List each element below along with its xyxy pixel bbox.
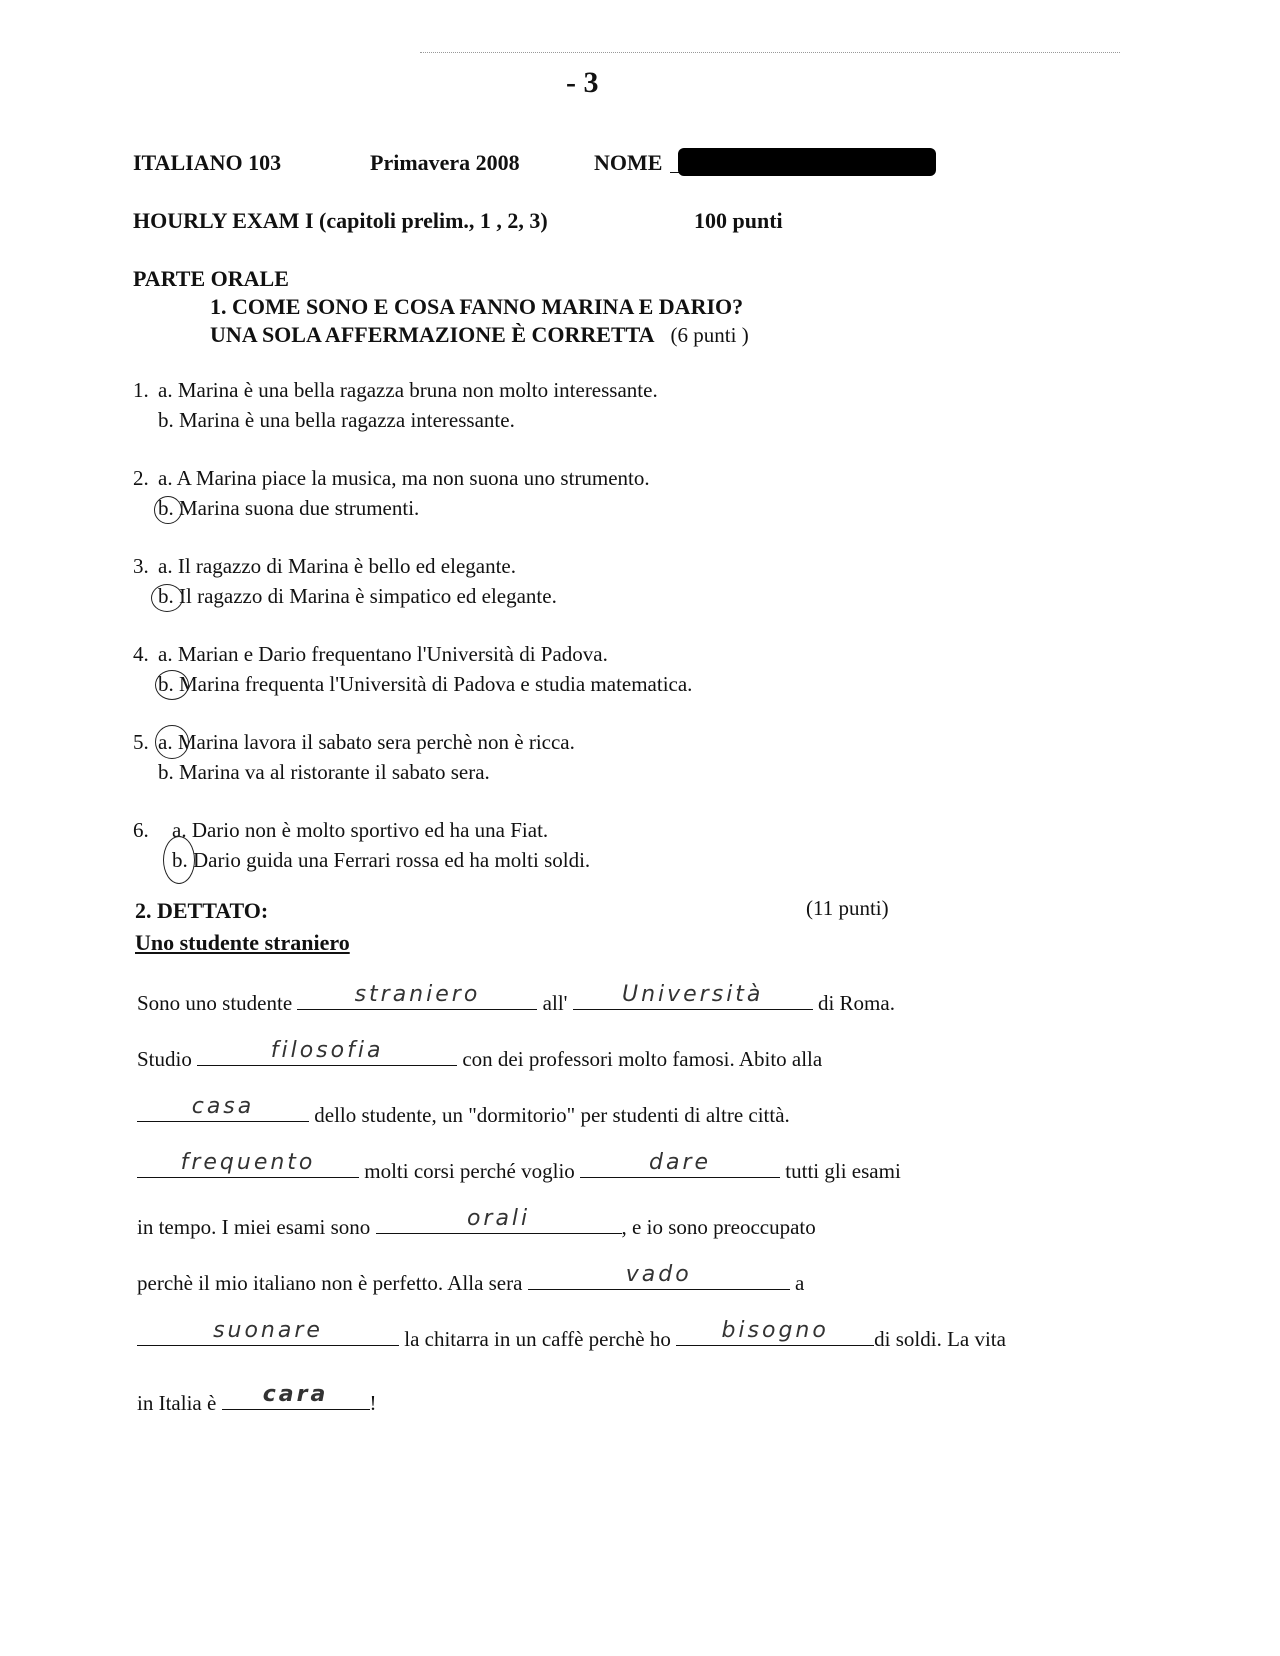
item-3-option-a[interactable]: a. Il ragazzo di Marina è bello ed elegante. — [158, 554, 516, 578]
question-1-instruction — [210, 322, 749, 348]
page-number: - 3 — [566, 66, 599, 99]
scan-artifact — [420, 52, 1120, 53]
question-1-title: 1. COME SONO E COSA FANNO MARINA E DARIO? — [210, 294, 744, 319]
handwritten-answer: cara — [262, 1382, 329, 1407]
handwritten-answer: bisogno — [721, 1318, 829, 1343]
answer-blank-4[interactable] — [137, 1094, 309, 1122]
answer-blank-3[interactable] — [197, 1038, 457, 1066]
line-text: ! — [369, 1391, 377, 1415]
line-text: perchè il mio italiano non è perfetto. Alla sera — [137, 1271, 523, 1295]
line-text: la chitarra in un caffè perchè ho — [404, 1327, 671, 1351]
exam-points: 100 punti — [694, 208, 783, 233]
item-4-number: 4. — [133, 642, 149, 666]
item-2-option-a[interactable]: a. A Marina piace la musica, ma non suona uno strumento. — [158, 466, 650, 490]
line-text: a — [794, 1271, 805, 1295]
answer-blank-1[interactable] — [297, 982, 537, 1010]
line-text: in Italia è — [137, 1391, 217, 1415]
answer-blank-10[interactable] — [676, 1318, 874, 1346]
dettato-line-8 — [137, 1382, 377, 1416]
handwritten-answer: straniero — [354, 982, 481, 1007]
handwritten-answer: vado — [625, 1262, 692, 1287]
instruction-text: UNA SOLA AFFERMAZIONE È CORRETTA — [210, 322, 655, 347]
item-2-answer-mark — [154, 496, 182, 524]
item-2-number: 2. — [133, 466, 149, 490]
dettato-subtitle: Uno studente straniero — [135, 930, 350, 955]
item-6-number: 6. — [133, 818, 149, 842]
item-1-option-a[interactable]: a. Marina è una bella ragazza bruna non molto interessante. — [158, 378, 658, 402]
item-3-number: 3. — [133, 554, 149, 578]
item-1-option-b[interactable]: b. Marina è una bella ragazza interessante. — [158, 408, 515, 432]
dettato-line-6 — [137, 1262, 805, 1296]
dettato-line-7 — [137, 1318, 1006, 1352]
dettato-line-5 — [137, 1206, 816, 1240]
item-4-option-b[interactable]: b. Marina frequenta l'Università di Padova e studia matematica. — [158, 672, 693, 696]
item-3-option-b[interactable]: b. Il ragazzo di Marina è simpatico ed elegante. — [158, 584, 557, 608]
item-4-answer-mark — [155, 670, 189, 700]
item-6-option-a[interactable]: a. Dario non è molto sportivo ed ha una Fiat. — [172, 818, 549, 842]
dettato-title: 2. DETTATO: — [135, 898, 269, 923]
answer-blank-9[interactable] — [137, 1318, 399, 1346]
answer-blank-2[interactable] — [573, 982, 813, 1010]
line-text: molti corsi perché voglio — [364, 1159, 575, 1183]
dettato-line-2 — [137, 1038, 823, 1072]
item-1-number: 1. — [133, 378, 149, 402]
item-5-option-a[interactable]: a. Marina lavora il sabato sera perchè non è ricca. — [158, 730, 575, 754]
line-text: di soldi. La vita — [874, 1327, 1006, 1351]
dettato-line-1 — [137, 982, 895, 1016]
dettato-line-4 — [137, 1150, 901, 1184]
item-6-option-b[interactable]: b. Dario guida una Ferrari rossa ed ha molti soldi. — [172, 848, 591, 872]
line-text: con dei professori molto famosi. Abito alla — [462, 1047, 823, 1071]
handwritten-answer: casa — [191, 1094, 255, 1119]
line-text: di Roma. — [817, 991, 895, 1015]
item-4-option-a[interactable]: a. Marian e Dario frequentano l'Università di Padova. — [158, 642, 608, 666]
name-redaction — [678, 148, 936, 176]
handwritten-answer: frequento — [180, 1150, 316, 1175]
item-6-answer-mark — [163, 836, 195, 884]
answer-blank-5[interactable] — [137, 1150, 359, 1178]
handwritten-answer: filosofia — [270, 1038, 384, 1063]
item-5-number: 5. — [133, 730, 149, 754]
item-2-option-b[interactable]: b. Marina suona due strumenti. — [158, 496, 420, 520]
line-text: Studio — [137, 1047, 192, 1071]
section-title: PARTE ORALE — [133, 266, 289, 291]
line-text: , e io sono preoccupato — [621, 1215, 816, 1239]
handwritten-answer: Università — [621, 982, 764, 1007]
line-text: in tempo. I miei esami sono — [137, 1215, 371, 1239]
line-text: tutti gli esami — [785, 1159, 901, 1183]
exam-title: HOURLY EXAM I (capitoli prelim., 1 , 2, 3) — [133, 208, 548, 233]
dettato-points: (11 punti) — [806, 896, 889, 920]
line-text: all' — [542, 991, 568, 1015]
course-title: ITALIANO 103 — [133, 150, 282, 175]
handwritten-answer: suonare — [213, 1318, 323, 1343]
answer-blank-8[interactable] — [528, 1262, 790, 1290]
name-label: NOME — [594, 150, 663, 175]
term: Primavera 2008 — [370, 150, 520, 175]
item-5-answer-mark — [155, 725, 189, 759]
line-text: dello studente, un "dormitorio" per studenti di altre città. — [314, 1103, 790, 1127]
handwritten-answer: dare — [649, 1150, 712, 1175]
line-text: Sono uno studente — [137, 991, 293, 1015]
answer-blank-7[interactable] — [376, 1206, 622, 1234]
handwritten-answer: orali — [466, 1206, 531, 1231]
answer-blank-6[interactable] — [580, 1150, 780, 1178]
answer-blank-11[interactable] — [222, 1382, 370, 1410]
item-5-option-b[interactable]: b. Marina va al ristorante il sabato sera. — [158, 760, 490, 784]
dettato-line-3 — [137, 1094, 790, 1128]
item-3-answer-mark — [151, 584, 183, 612]
instruction-points: (6 punti ) — [670, 323, 749, 347]
